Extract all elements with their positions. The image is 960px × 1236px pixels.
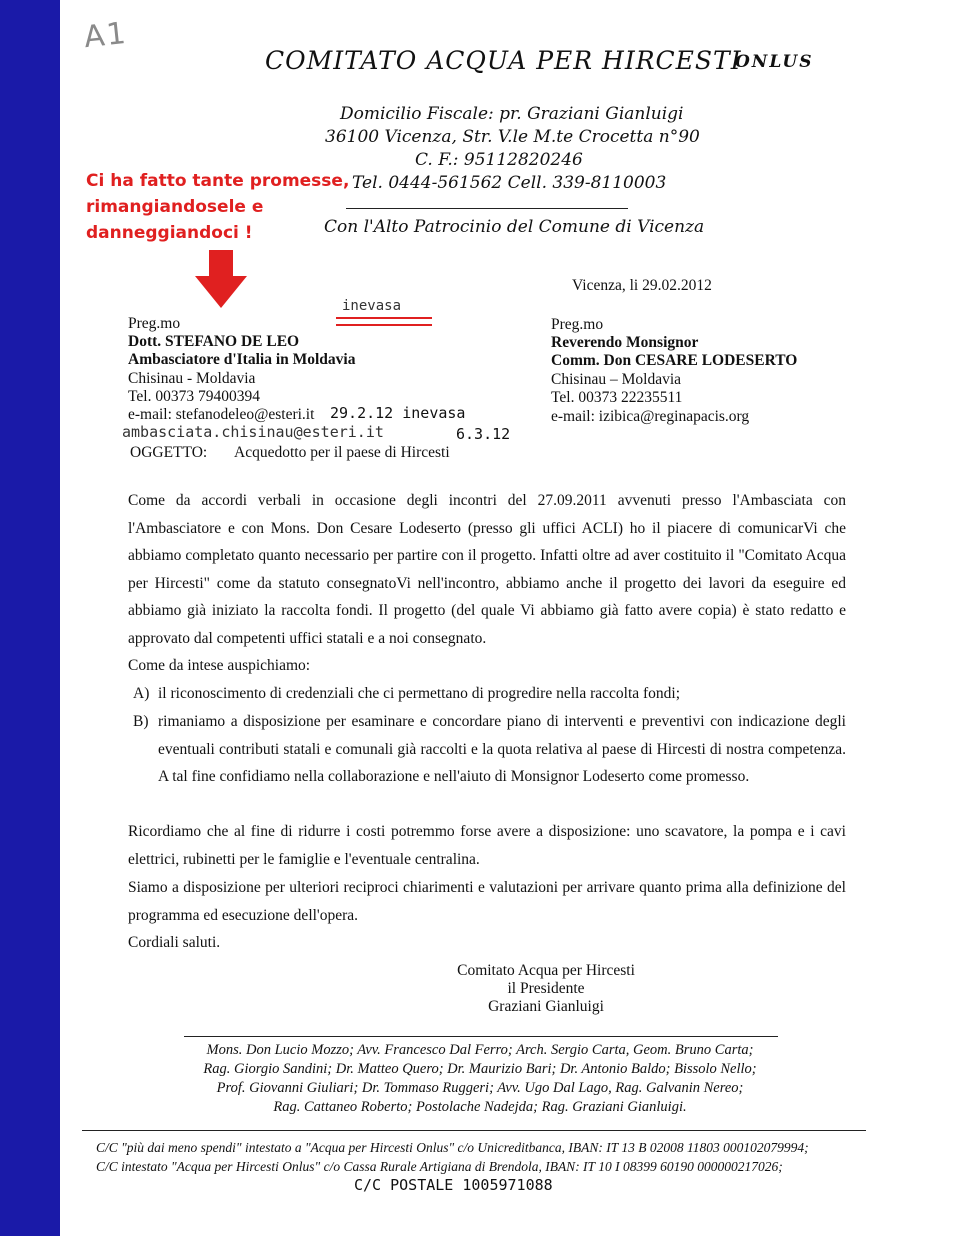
address-line-1: Domicilio Fiscale: pr. Graziani Gianluigi: [340, 104, 684, 124]
organization-title: COMITATO ACQUA PER HIRCESTI: [265, 46, 742, 75]
right-recipient-salutation: Preg.mo: [551, 316, 604, 333]
right-recipient-city: Chisinau – Moldavia: [551, 371, 682, 388]
members-divider: [184, 1036, 778, 1037]
body-paragraph-2: Come da intese auspichiamo:: [128, 657, 311, 674]
left-recipient-city: Chisinau - Moldavia: [128, 370, 256, 387]
members-line-1: Mons. Don Lucio Mozzo; Avv. Francesco Dal Ferro; Arch. Sergio Carta, Geom. Bruno Carta;: [206, 1042, 754, 1058]
annotation-line-2: rimangiandosele e: [86, 197, 264, 217]
handwritten-note: A1: [82, 15, 130, 56]
list-item-a-label: A): [133, 685, 150, 702]
address-line-2: 36100 Vicenza, Str. V.le M.te Crocetta n°90: [325, 127, 700, 147]
right-recipient-title: Comm. Don CESARE LODESERTO: [551, 352, 798, 369]
left-blue-border: [0, 0, 60, 1236]
left-recipient-email-2: ambasciata.chisinau@esteri.it: [122, 423, 384, 441]
signature-committee: Comitato Acqua per Hircesti: [457, 962, 635, 979]
patronage-line: Con l'Alto Patrocinio del Comune di Vicenza: [324, 217, 705, 237]
list-item-a: il riconoscimento di credenziali che ci permettano di progredire nella raccolta fondi;: [158, 685, 681, 702]
list-item-b-label: B): [133, 713, 149, 730]
address-line-3: C. F.: 95112820246: [415, 150, 583, 170]
stamp-underline-1: [336, 317, 432, 319]
members-line-3: Prof. Giovanni Giuliari; Dr. Tommaso Ruggeri; Avv. Ugo Dal Lago, Rag. Galvanin Nereo;: [216, 1080, 744, 1096]
left-recipient-salutation: Preg.mo: [128, 315, 181, 332]
left-recipient-email: e-mail: stefanodeleo@esteri.it: [128, 406, 315, 423]
organization-onlus-label: ONLUS: [735, 52, 814, 72]
bank-account-1: C/C "più dai meno spendi" intestato a "Acqua per Hircesti Onlus" c/o Unicreditbanca, IBAN: IT 13 B 02008 11803 000102079994;: [96, 1140, 809, 1155]
right-recipient-tel: Tel. 00373 22235511: [551, 389, 683, 406]
right-recipient-email: e-mail: izibica@reginapacis.org: [551, 408, 750, 425]
members-line-2: Rag. Giorgio Sandini; Dr. Matteo Quero; Dr. Maurizio Bari; Dr. Antonio Baldo; Bissolo Nello;: [203, 1061, 757, 1077]
body-closing: Cordiali saluti.: [128, 934, 221, 951]
members-line-4: Rag. Cattaneo Roberto; Postolache Nadejda; Rag. Graziani Gianluigi.: [273, 1099, 687, 1115]
inevasa-stamp: inevasa: [342, 298, 402, 314]
subject-label: OGGETTO:: [130, 444, 208, 461]
annotation-line-3: danneggiandoci !: [86, 223, 253, 243]
left-recipient-name: Dott. STEFANO DE LEO: [128, 333, 300, 350]
left-email-note: 29.2.12 inevasa: [330, 404, 466, 422]
left-email-2-note: 6.3.12: [456, 425, 511, 443]
left-recipient-role: Ambasciatore d'Italia in Moldavia: [128, 351, 356, 368]
subject-text: Acquedotto per il paese di Hircesti: [234, 444, 450, 461]
body-paragraph-4: Siamo a disposizione per ulteriori reciproci chiarimenti e valutazioni per arrivare quanto prima alla definizione del programma ed esecuzione dell'opera.: [128, 879, 846, 924]
bank-divider: [82, 1130, 866, 1131]
signature-name: Graziani Gianluigi: [488, 998, 604, 1015]
signature-role: il Presidente: [507, 980, 585, 997]
annotation-line-1: Ci ha fatto tante promesse,: [86, 171, 350, 191]
red-arrow-down-icon: [194, 250, 248, 310]
body-paragraph-3: Ricordiamo che al fine di ridurre i costi potremmo forse avere a disposizione: uno scavatore, la pompa e i cavi elettrici, rubinetti per le famiglie e l'eventuale centralina.: [128, 823, 846, 868]
right-recipient-name: Reverendo Monsignor: [551, 334, 699, 351]
body-paragraph-1: Come da accordi verbali in occasione degli incontri del 27.09.2011 avvenuti presso l'Ambasciata con l'Ambasciatore e con Mons. Don Cesare Lodeserto (presso gli uffici ACLI) ho il piacere di comunicarVi che abbiamo completato quanto necessario per partire con il progetto. Infatti oltre ad aver costituito il "Comitato Acqua per Hircesti" come da statuto consegnatoVi nell'incontro, abbiamo anche il progetto dei lavori da eseguire ed abbiamo già iniziato la raccolta fondi. Il progetto (del quale Vi abbiamo già fatto avere copia) è stato redatto e approvato dal competenti uffici statali e a noi consegnato.: [128, 492, 846, 647]
list-item-b: rimaniamo a disposizione per esaminare e concordare piano di interventi e preventivi con indicazione degli eventuali contributi statali e comunali già raccolti e la quota relativa al paese di Hircesti di nostra competenza. A tal fine confidiamo nella collaborazione e nell'aiuto di Monsignor Lodeserto come promesso.: [158, 713, 846, 785]
stamp-underline-2: [336, 324, 432, 326]
postal-account: C/C POSTALE 1005971088: [354, 1176, 553, 1194]
letter-date: Vicenza, li 29.02.2012: [572, 277, 712, 294]
address-line-4: Tel. 0444-561562 Cell. 339-8110003: [352, 173, 667, 193]
header-divider: [346, 208, 628, 209]
left-recipient-tel: Tel. 00373 79400394: [128, 388, 260, 405]
bank-account-2: C/C intestato "Acqua per Hircesti Onlus" c/o Cassa Rurale Artigiana di Brendola, IBAN: IT 10 I 08399 60190 000000217026;: [96, 1159, 783, 1174]
